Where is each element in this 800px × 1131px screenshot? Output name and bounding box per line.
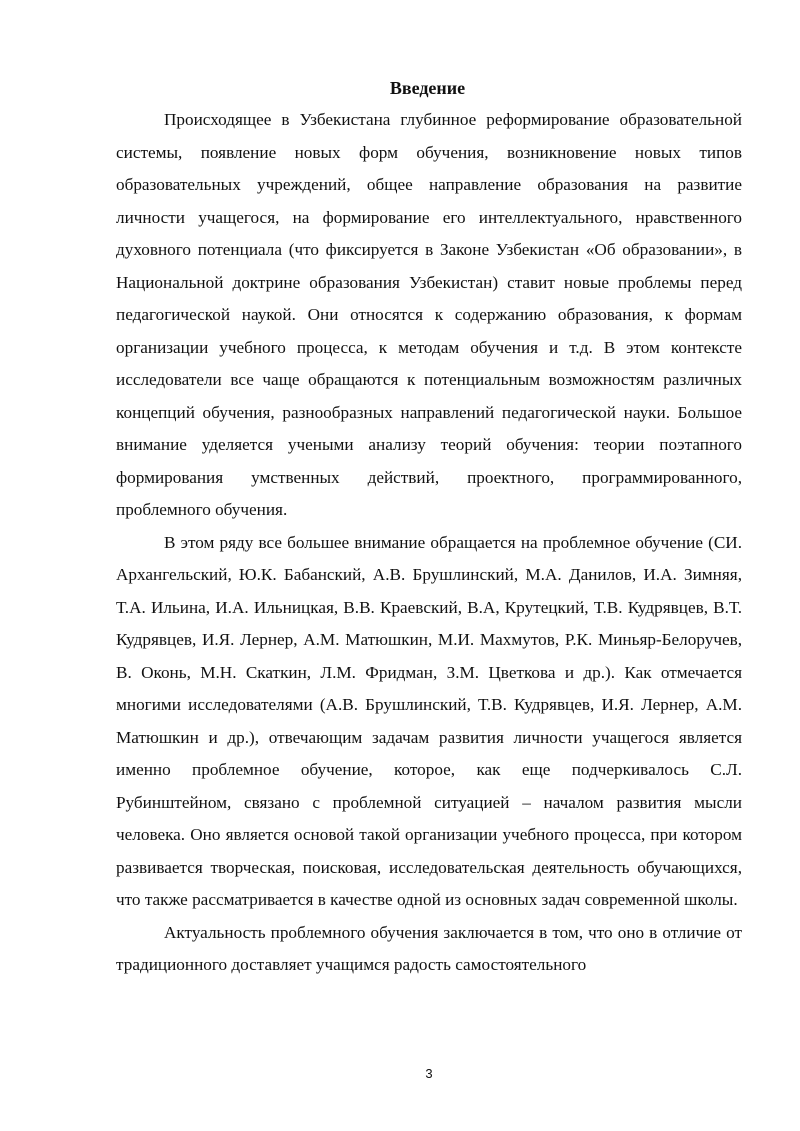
page-number: 3 — [425, 1066, 433, 1081]
paragraph-3: Актуальность проблемного обучения заключается в том, что оно в отличие от традиционного доставляет учащимся радость самостоятельного — [116, 922, 742, 974]
document-body — [116, 104, 742, 982]
paragraph-2: В этом ряду все большее внимание обращается на проблемное обучение (СИ. Архангельский, Ю.К. Бабанский, А.В. Брушлинский, М.А. Данилов, И.А. Зимняя, Т.А. Ильина, И.А. Ильницкая, В.В. Краевский, В.А, Крутецкий, Т.В. Кудрявцев, В.Т. Кудрявцев, И.Я. Лернер, А.М. Матюшкин, М.И. Махмутов, Р.К. Миньяр-Белоручев, В. Оконь, М.Н. Скаткин, Л.М. Фридман, З.М. Цветкова и др.). Как отмечается многими исследователями (А.В. Брушлинский, Т.В. Кудрявцев, И.Я. Лернер, А.М. Матюшкин и др.), отвечающим задачам развития личности учащегося является именно проблемное обучение, которое, как еще подчеркивалось С.Л. Рубинштейном, связано с проблемной ситуацией – началом развития мысли человека. Оно является основой такой организации учебного процесса, при котором развивается творческая, поисковая, исследовательская деятельность обучающихся, что также рассматривается в качестве одной из основных задач современной школы. — [116, 532, 742, 909]
section-title: Введение — [389, 78, 466, 98]
paragraph-1: Происходящее в Узбекистана глубинное реформирование образовательной системы, появление новых форм обучения, возникновение новых типов образовательных учреждений, общее направление образования на развитие личности учащегося, на формирование его интеллектуального, нравственного духовного потенциала (что фиксируется в Законе Узбекистан «Об образовании», в Национальной доктрине образования Узбекистан) ставит новые проблемы перед педагогической наукой. Они относятся к содержанию образования, к формам организации учебного процесса, к методам обучения и т.д. В этом контексте исследователи все чаще обращаются к потенциальным возможностям различных концепций обучения, разнообразных направлений педагогической науки. Большое внимание уделяется учеными анализу теорий обучения: теории поэтапного формирования умственных действий, проектного, программированного, проблемного обучения. — [116, 110, 742, 519]
